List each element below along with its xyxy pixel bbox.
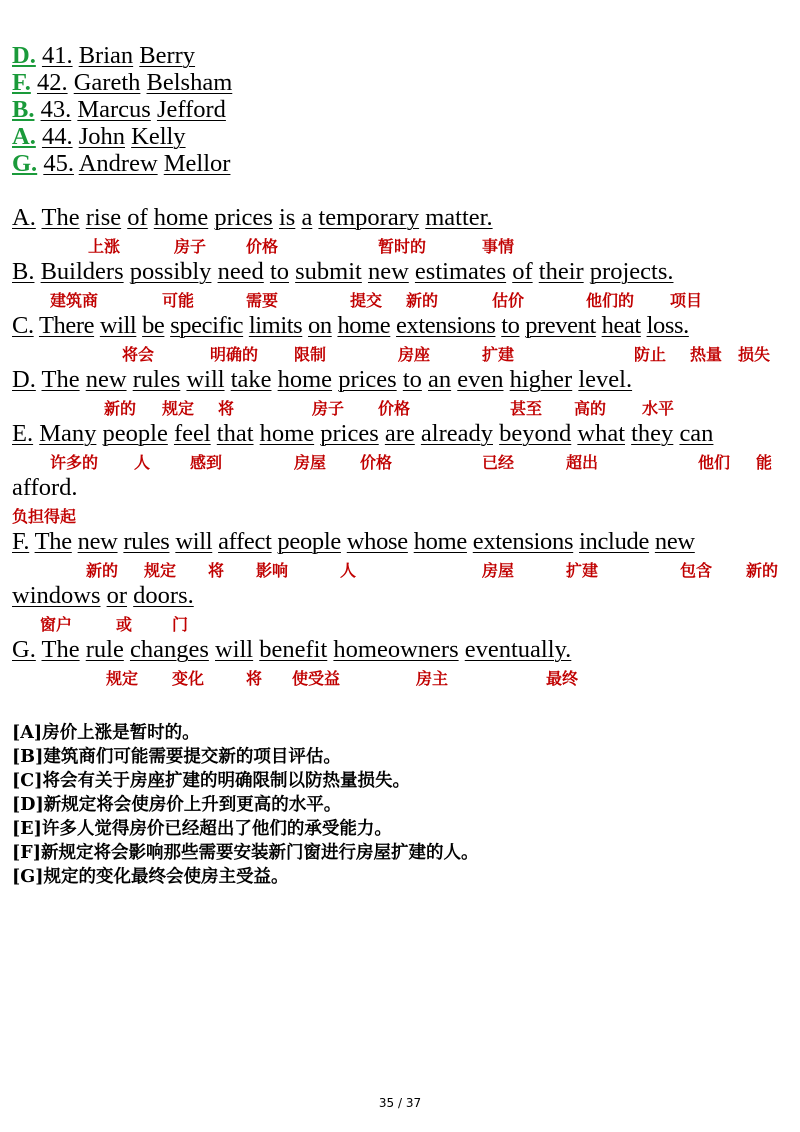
translation-b: [B]建筑商们可能需要提交新的项目评估。 [12, 747, 341, 767]
option-word: benefit [259, 636, 328, 663]
gloss: 热量 [690, 345, 723, 364]
gloss: 规定 [106, 669, 139, 688]
option-word: Many [39, 420, 97, 447]
option-word: a [301, 204, 313, 231]
option-word: beyond [499, 420, 572, 447]
option-e-sentence [12, 420, 713, 448]
option-word: new [654, 528, 695, 555]
answer-41 [12, 42, 195, 70]
person-last-name: Belsham [146, 69, 233, 96]
option-word: estimates [414, 258, 507, 285]
gloss: 感到 [190, 453, 223, 472]
gloss: 需要 [246, 291, 279, 310]
option-word: B. [12, 258, 35, 285]
option-word: submit [295, 258, 362, 285]
gloss: 他们 [698, 453, 731, 472]
option-word: what [577, 420, 625, 447]
option-a-sentence [12, 204, 493, 232]
question-number: 45. [43, 150, 74, 177]
option-word: E. [12, 420, 34, 447]
translation-d: [D]新规定将会使房价上升到更高的水平。 [12, 795, 342, 815]
answer-43 [12, 96, 226, 124]
option-word: loss. [646, 312, 689, 339]
gloss: 影响 [256, 561, 289, 580]
option-word: rules [132, 366, 181, 393]
person-first-name: Marcus [77, 96, 151, 123]
person-last-name: Jefford [156, 96, 226, 123]
option-word: heat [601, 312, 641, 339]
option-word: prices [214, 204, 273, 231]
option-word: prices [320, 420, 379, 447]
question-number: 42. [36, 69, 68, 96]
gloss: 事情 [482, 237, 515, 256]
option-word: Builders [40, 258, 124, 285]
person-last-name: Mellor [163, 150, 231, 177]
option-word: of [127, 204, 148, 231]
option-word: include [579, 528, 650, 555]
gloss: 他们的 [586, 291, 635, 310]
option-word: temporary [318, 204, 420, 231]
option-word: feel [173, 420, 211, 447]
option-word: C. [12, 312, 34, 339]
option-word: rules [123, 528, 170, 555]
gloss: 已经 [482, 453, 515, 472]
answer-letter: G. [12, 150, 38, 177]
answer-letter: F. [12, 69, 31, 96]
option-word: need [217, 258, 264, 285]
gloss: 防止 [634, 345, 667, 364]
option-word: higher [509, 366, 573, 393]
gloss: 提交 [350, 291, 383, 310]
option-word: windows [12, 582, 101, 609]
gloss: 新的 [86, 561, 119, 580]
gloss: 规定 [144, 561, 177, 580]
gloss: 房子 [312, 399, 345, 418]
option-word: to [269, 258, 289, 285]
translation-e: [E]许多人觉得房价已经超出了他们的承受能力。 [12, 819, 392, 839]
gloss: 人 [134, 453, 151, 472]
translation-f: [F]新规定将会影响那些需要安装新门窗进行房屋扩建的人。 [12, 843, 479, 863]
option-word: new [367, 258, 409, 285]
gloss: 扩建 [566, 561, 599, 580]
option-word: G. [12, 636, 36, 663]
option-word: home [259, 420, 315, 447]
person-last-name: Kelly [131, 123, 186, 150]
option-c-sentence [12, 312, 689, 340]
option-word: will [215, 636, 254, 663]
option-word: is [278, 204, 296, 231]
option-word: afford. [12, 474, 78, 501]
person-first-name: Brian [78, 42, 134, 69]
option-g-sentence [12, 636, 571, 664]
option-word: of [512, 258, 533, 285]
gloss: 能 [756, 453, 773, 472]
option-word: are [384, 420, 415, 447]
option-word: prevent [525, 312, 596, 339]
option-word: people [277, 528, 341, 555]
gloss: 人 [340, 561, 357, 580]
answer-44 [12, 123, 186, 151]
option-word: changes [129, 636, 209, 663]
option-word: projects. [589, 258, 674, 285]
answer-letter: B. [12, 96, 35, 123]
option-word: home [153, 204, 209, 231]
option-word: to [501, 312, 520, 339]
gloss: 扩建 [482, 345, 515, 364]
gloss: 损失 [738, 345, 771, 364]
option-word: limits [248, 312, 303, 339]
option-word: or [106, 582, 128, 609]
gloss: 或 [116, 615, 133, 634]
option-word: The [34, 528, 72, 555]
gloss: 高的 [574, 399, 607, 418]
option-word: rise [85, 204, 122, 231]
option-word: The [41, 366, 80, 393]
gloss: 甚至 [510, 399, 543, 418]
option-word: people [102, 420, 168, 447]
option-word: can [679, 420, 714, 447]
gloss: 将 [218, 399, 235, 418]
option-word: they [631, 420, 674, 447]
option-word: even [457, 366, 504, 393]
gloss: 价格 [246, 237, 279, 256]
option-word: whose [346, 528, 408, 555]
option-word: on [308, 312, 332, 339]
gloss: 水平 [642, 399, 675, 418]
option-word: The [41, 636, 80, 663]
person-first-name: Gareth [73, 69, 141, 96]
gloss: 最终 [546, 669, 579, 688]
option-word: new [85, 366, 127, 393]
option-f-sentence [12, 528, 695, 556]
gloss: 房屋 [294, 453, 327, 472]
option-word: home [413, 528, 467, 555]
gloss: 房座 [398, 345, 431, 364]
option-word: new [77, 528, 118, 555]
gloss: 新的 [104, 399, 137, 418]
question-number: 43. [40, 96, 72, 123]
gloss: 上涨 [88, 237, 121, 256]
gloss: 变化 [172, 669, 205, 688]
option-word: rule [85, 636, 124, 663]
gloss: 价格 [378, 399, 411, 418]
question-number: 41. [41, 42, 73, 69]
option-word: already [420, 420, 493, 447]
person-first-name: John [78, 123, 125, 150]
gloss: 估价 [492, 291, 525, 310]
question-number: 44. [41, 123, 73, 150]
person-last-name: Berry [139, 42, 196, 69]
option-b-sentence [12, 258, 673, 286]
gloss: 将会 [122, 345, 155, 364]
gloss: 可能 [162, 291, 195, 310]
gloss: 窗户 [40, 615, 73, 634]
gloss: 房屋 [482, 561, 515, 580]
option-word: eventually. [464, 636, 572, 663]
answer-letter: D. [12, 42, 36, 69]
option-e-sentence-cont [12, 474, 78, 502]
gloss: 建筑商 [50, 291, 99, 310]
option-word: matter. [425, 204, 493, 231]
option-word: to [402, 366, 422, 393]
option-word: level. [578, 366, 633, 393]
option-word: be [142, 312, 165, 339]
option-word: an [428, 366, 452, 393]
gloss: 使受益 [292, 669, 341, 688]
page-number: 35 / 37 [378, 1096, 422, 1110]
option-word: F. [12, 528, 30, 555]
gloss: 将 [246, 669, 263, 688]
gloss: 房子 [174, 237, 207, 256]
option-word: that [216, 420, 254, 447]
gloss: 负担得起 [12, 507, 77, 526]
option-word: extensions [472, 528, 574, 555]
option-word: will [186, 366, 225, 393]
option-word: D. [12, 366, 36, 393]
gloss: 规定 [162, 399, 195, 418]
option-word: prices [338, 366, 397, 393]
gloss: 新的 [746, 561, 779, 580]
person-first-name: Andrew [78, 150, 158, 177]
gloss: 新的 [406, 291, 439, 310]
option-word: extensions [396, 312, 496, 339]
option-word: take [230, 366, 272, 393]
gloss: 明确的 [210, 345, 259, 364]
option-word: doors. [133, 582, 194, 609]
answer-42 [12, 69, 232, 97]
option-word: A. [12, 204, 36, 231]
gloss: 许多的 [50, 453, 99, 472]
option-word: The [41, 204, 80, 231]
option-word: homeowners [333, 636, 459, 663]
option-d-sentence [12, 366, 632, 394]
answer-letter: A. [12, 123, 36, 150]
gloss: 将 [208, 561, 225, 580]
gloss: 价格 [360, 453, 393, 472]
gloss: 项目 [670, 291, 703, 310]
gloss: 包含 [680, 561, 713, 580]
option-word: possibly [129, 258, 212, 285]
option-word: will [99, 312, 137, 339]
translation-c: [C]将会有关于房座扩建的明确限制以防热量损失。 [12, 771, 410, 791]
option-word: home [277, 366, 333, 393]
option-word: their [538, 258, 584, 285]
gloss: 超出 [566, 453, 599, 472]
translation-g: [G]规定的变化最终会使房主受益。 [12, 867, 289, 887]
option-word: will [175, 528, 213, 555]
gloss: 暂时的 [378, 237, 427, 256]
gloss: 限制 [294, 345, 327, 364]
answer-45 [12, 150, 230, 178]
translation-a: [A]房价上涨是暂时的。 [12, 723, 200, 743]
option-word: home [337, 312, 391, 339]
option-word: affect [218, 528, 272, 555]
gloss: 门 [172, 615, 189, 634]
option-word: There [38, 312, 95, 339]
option-f-sentence-cont [12, 582, 194, 610]
gloss: 房主 [416, 669, 449, 688]
option-word: specific [170, 312, 244, 339]
